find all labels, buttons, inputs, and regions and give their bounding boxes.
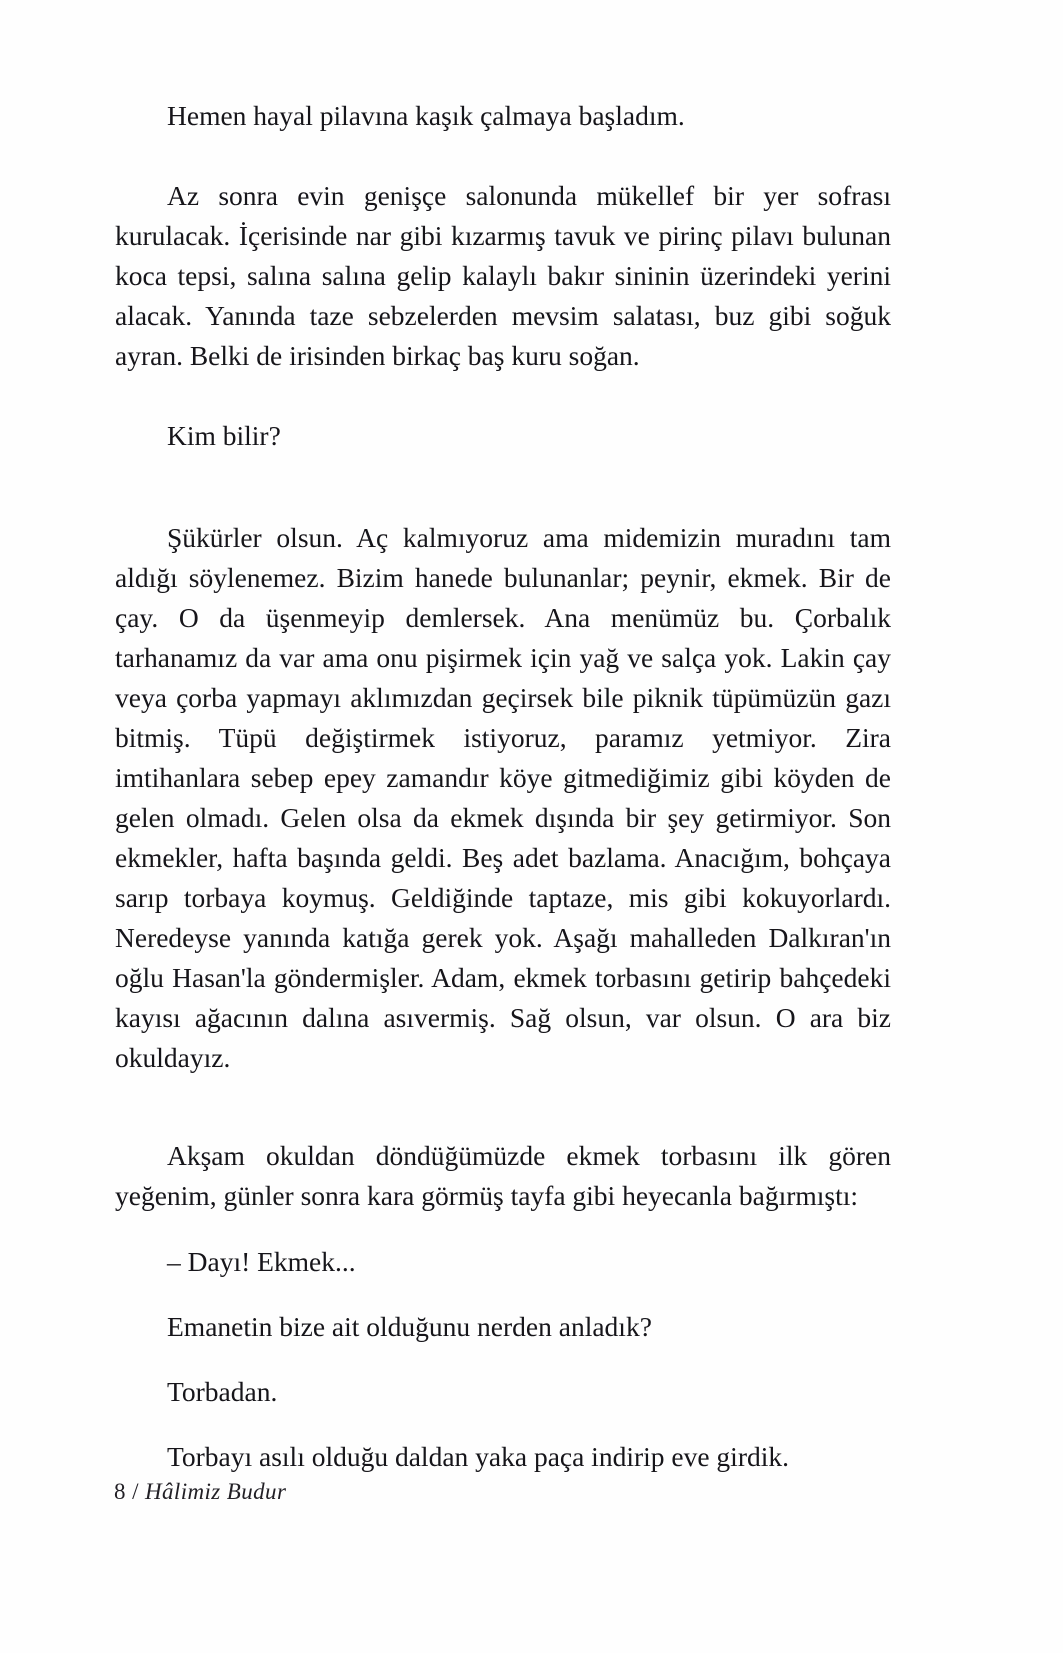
footer-page-number: 8 [114,1479,126,1504]
dialogue-line-4: Torbayı asılı olduğu daldan yaka paça indirip eve girdik. [167,1441,789,1472]
page-text-block [115,96,891,1477]
paragraph-1: Hemen hayal pilavına kaşık çalmaya başladım. [167,100,685,131]
paragraph-5: Akşam okuldan döndüğümüzde ekmek torbasını ilk gören yeğenim, günler sonra kara görmüş tayfa gibi heyecanla bağırmıştı: [115,1140,891,1211]
page-footer [114,1479,286,1505]
footer-book-title: Hâlimiz Budur [145,1479,287,1504]
paragraph-4: Şükürler olsun. Aç kalmıyoruz ama midemizin muradını tam aldığı söylenemez. Bizim hanede bulunanlar; peynir, ekmek. Bir de çay. O da üşenmeyip demlersek. Ana menümüz bu. Çorbalık tarhanamız da var ama onu pişirmek için yağ ve salça yok. Lakin çay veya çorba yapmayı aklımızdan geçirsek bile piknik tüpümüzün gazı bitmiş. Tüpü değiştirmek istiyoruz, paramız yetmiyor. Zira imtihanlara sebep epey zamandır köye gitmediğimiz gibi köyden de gelen olmadı. Gelen olsa da ekmek dışında bir şey getirmiyor. Son ekmekler, hafta başında geldi. Beş adet bazlama. Anacığım, bohçaya sarıp torbaya koymuş. Geldiğinde taptaze, mis gibi kokuyorlardı. Neredeyse yanında katığa gerek yok. Aşağı mahalleden Dalkıran'ın oğlu Hasan'la göndermişler. Adam, ekmek torbasını getirip bahçedeki kayısı ağacının dalına asıvermiş. Sağ olsun, var olsun. O ara biz okuldayız. [115,522,891,1073]
dialogue-line-3: Torbadan. [167,1376,278,1407]
paragraph-2: Az sonra evin genişçe salonunda mükellef bir yer sofrası kurulacak. İçerisinde nar gibi kızarmış tavuk ve pirinç pilavı bulunan koca tepsi, salına salına gelip kalaylı bakır sininin üzerindeki yerini alacak. Yanında taze sebzelerden mevsim salatası, buz gibi soğuk ayran. Belki de irisinden birkaç baş kuru soğan. [115,180,891,371]
footer-separator: / [132,1479,139,1504]
paragraph-3: Kim bilir? [167,420,281,451]
dialogue-line-1: – Dayı! Ekmek... [167,1246,356,1277]
dialogue-line-2: Emanetin bize ait olduğunu nerden anladık? [167,1311,652,1342]
